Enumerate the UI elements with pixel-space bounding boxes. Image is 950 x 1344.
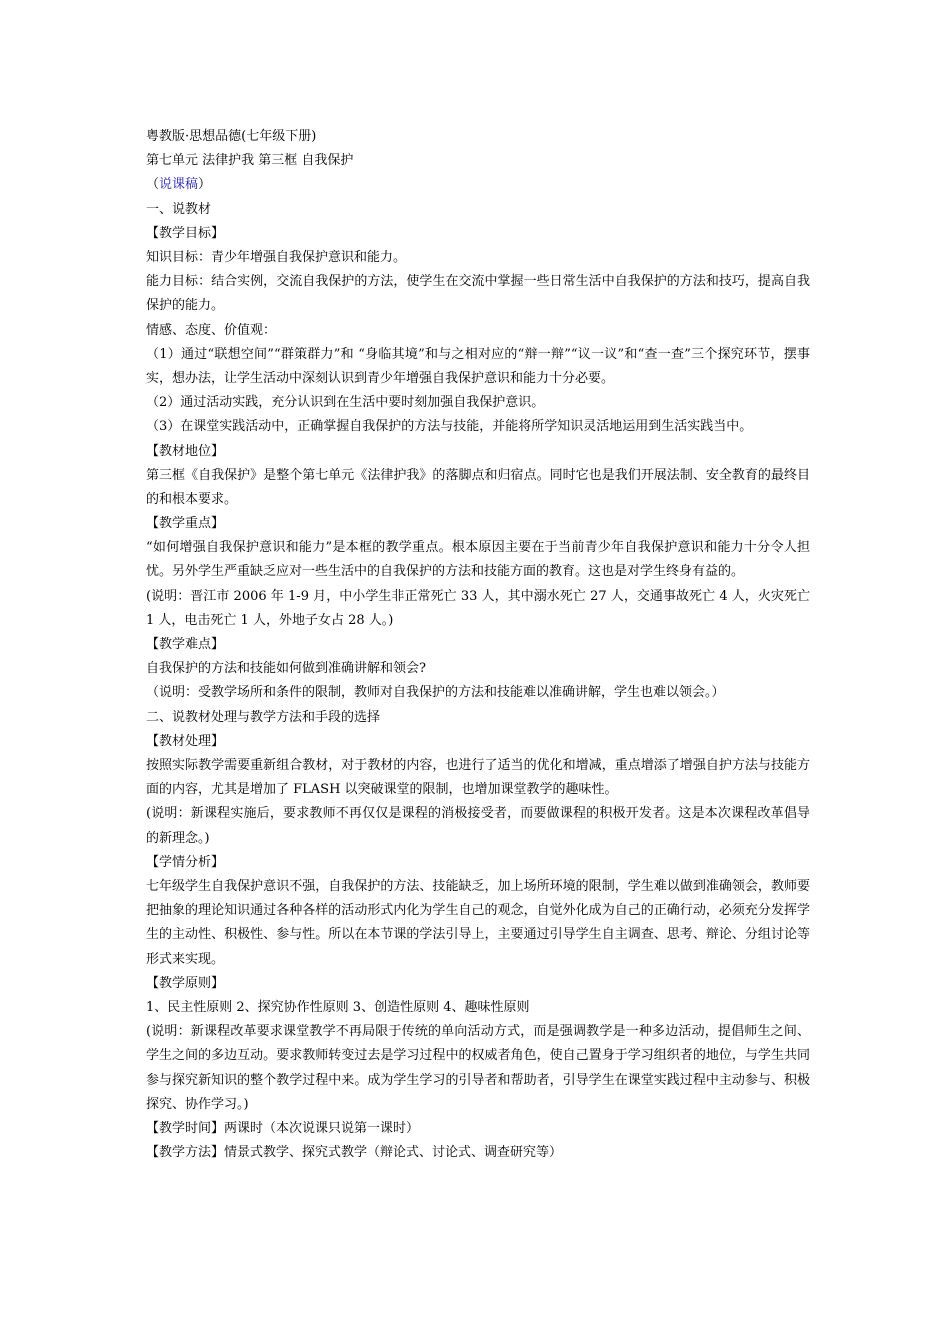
difficulty-text: 自我保护的方法和技能如何做到准确讲解和领会? (146, 661, 426, 677)
difficulty-note: （说明：受教学场所和条件的限制，教师对自我保护的方法和技能难以准确讲解，学生也难以领会。） (146, 685, 725, 701)
teaching-time: 【教学时间】两课时（本次说课只说第一课时） (146, 1121, 420, 1137)
section-1-title: 一、说教材 (146, 201, 212, 217)
goal-knowledge: 知识目标：青少年增强自我保护意识和能力。 (146, 249, 407, 265)
principles-note: (说明：新课程改革要求课堂教学不再局限于传统的单向活动方式，而是强调教学是一种多边活动，提倡师生之间、学生之间的多边互动。要求教师转变过去是学习过程中的权威者角色，使自己置身于学习组织者的地位，与学生共同参与探究新知识的整个教学过程中来。成为学生学习的引导者和帮助者，引导学生在课堂实践过程中主动参与、积极探究、协作学习。) (146, 1024, 810, 1112)
goal-values-3: （3）在课堂实践活动中，正确掌握自我保护的方法与技能，并能将所学知识灵活地运用到生活实践当中。 (146, 419, 753, 435)
heading-processing: 【教材处理】 (146, 733, 225, 749)
position-text: 第三框《自我保护》是整个第七单元《法律护我》的落脚点和归宿点。同时它也是我们开展法制、安全教育的最终目的和根本要求。 (146, 467, 810, 507)
key-point-text: “如何增强自我保护意识和能力”是本框的教学重点。根本原因主要在于当前青少年自我保护意识和能力十分令人担忧。另外学生严重缺乏应对一些生活中的自我保护的方法和技能方面的教育。这也是对学生终身有益的。 (146, 540, 810, 580)
heading-students: 【学情分析】 (146, 854, 225, 870)
goal-values-title: 情感、态度、价值观： (146, 322, 277, 338)
doc-header: 粤教版·思想品德(七年级下册) (146, 129, 317, 144)
processing-note: (说明：新课程实施后，要求教师不再仅仅是课程的消极接受者，而要做课程的积极开发者。这是本次课程改革倡导的新理念。) (146, 806, 810, 846)
doc-type-label: 说课稿 (159, 177, 199, 193)
goal-values-2: （2）通过活动实践，充分认识到在生活中要时刻加强自我保护意识。 (146, 395, 545, 411)
heading-position: 【教材地位】 (146, 443, 225, 459)
heading-goals: 【教学目标】 (146, 225, 225, 241)
heading-key-point: 【教学重点】 (146, 516, 225, 532)
doc-type (146, 173, 810, 197)
goal-ability: 能力目标：结合实例，交流自我保护的方法，使学生在交流中掌握一些日常生活中自我保护的方法和技巧，提高自我保护的能力。 (146, 274, 810, 314)
principles-text: 1、民主性原则 2、探究协作性原则 3、创造性原则 4、趣味性原则 (146, 1000, 530, 1016)
key-point-note: (说明：晋江市 2006 年 1-9 月，中小学生非正常死亡 33 人，其中溺水死亡 27 人，交通事故死亡 4 人，火灾死亡 1 人，电击死亡 1 人，外地子女占 28 人。) (146, 588, 810, 628)
document-body (146, 125, 810, 1165)
processing-text: 按照实际教学需要重新组合教材，对于教材的内容，也进行了适当的优化和增减，重点增添了增强自护方法与技能方面的内容，尤其是增加了 FLASH 以突破课堂的限制，也增加课堂教学的趣味性。 (146, 758, 810, 798)
unit-title: 第七单元 法律护我 第三框 自我保护 (146, 153, 354, 169)
teaching-method: 【教学方法】情景式教学、探究式教学（辩论式、讨论式、调查研究等） (146, 1145, 563, 1161)
doc-type-close: ） (198, 177, 212, 193)
students-text: 七年级学生自我保护意识不强，自我保护的方法、技能缺乏，加上场所环境的限制，学生难以做到准确领会，教师要把抽象的理论知识通过各种各样的活动形式内化为学生自己的观念，自觉外化成为自己的正确行动，必须充分发挥学生的主动性、积极性、参与性。所以在本节课的学法引导上，主要通过引导学生自主调查、思考、辩论、分组讨论等形式来实现。 (146, 879, 810, 967)
doc-type-open: （ (146, 177, 160, 193)
goal-values-1: （1）通过“联想空间”“群策群力”和 “身临其境”和与之相对应的“辩一辩”“议一议”和“查一查”三个探究环节，摆事实，想办法，让学生活动中深刻认识到青少年增强自我保护意识和能力十分必要。 (146, 346, 810, 386)
section-2-title: 二、说教材处理与教学方法和手段的选择 (146, 709, 381, 725)
heading-difficulty: 【教学难点】 (146, 637, 225, 653)
heading-principles: 【教学原则】 (146, 975, 225, 991)
